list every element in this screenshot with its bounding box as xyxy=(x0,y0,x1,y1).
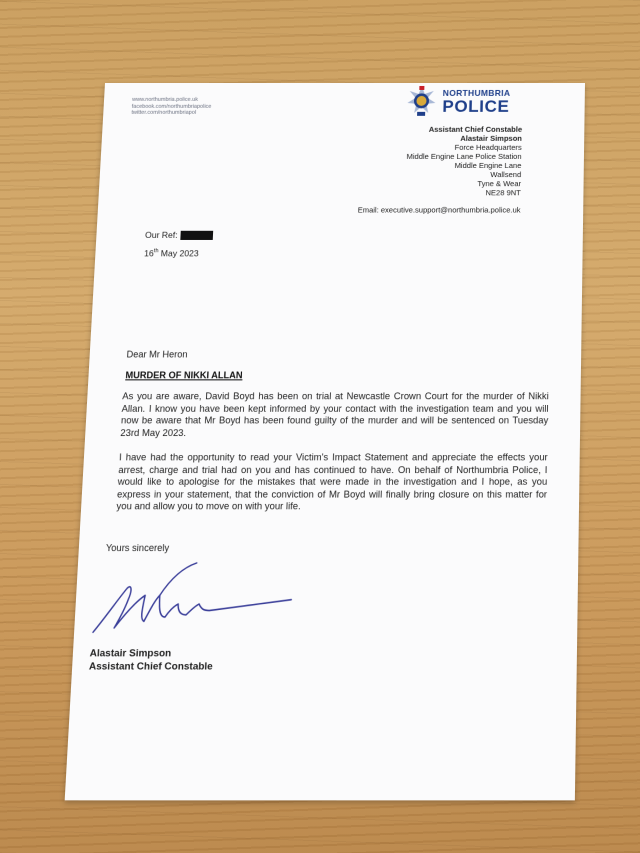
sender-email: Email: executive.support@northumbria.police.uk xyxy=(357,205,521,215)
sender-name: Alastair Simpson xyxy=(460,133,523,143)
address-line: Wallsend xyxy=(490,170,522,180)
address-line: Force Headquarters xyxy=(454,142,522,152)
address-line: NE28 9NT xyxy=(485,188,521,198)
facebook-link: facebook.com/northumbriapolice xyxy=(131,103,212,110)
date-day: 16 xyxy=(143,248,155,259)
sender-address-block xyxy=(405,125,522,197)
date-month-year: May 2023 xyxy=(158,248,199,259)
web-links xyxy=(131,97,212,116)
letter-date xyxy=(144,248,199,258)
reference-line xyxy=(145,230,214,240)
signatory xyxy=(89,648,214,674)
logo-text-bottom: POLICE xyxy=(442,96,510,116)
subject-heading: MURDER OF NIKKI ALLAN xyxy=(125,369,243,381)
website-link: www.northumbria.police.uk xyxy=(131,96,199,103)
logo-text-top: NORTHUMBRIA xyxy=(442,87,511,98)
twitter-link: twitter.com/northumbriapol xyxy=(131,109,197,116)
police-crest-icon xyxy=(406,85,437,119)
closing: Yours sincerely xyxy=(105,542,170,554)
reference-label: Our Ref: xyxy=(144,229,178,240)
redacted-reference xyxy=(180,231,213,240)
body-paragraph: I have had the opportunity to read your Victim's Impact Statement and appreciate the effects your arrest, charge and trial had on you and has continued to have. On behalf of Northumbria Police, I would like to apologise for the mistakes that were made in the investigation and I hope, as you express in your statement, that the conviction of Mr Boyd will finally bring closure on this matter for you and allow you to move on with your life. xyxy=(116,451,548,512)
signatory-title: Assistant Chief Constable xyxy=(88,660,214,673)
body-paragraph: As you are aware, David Boyd has been on trial at Newcastle Crown Court for the murder of Nikki Allan. I know you have been kept informed by your contact with the investigation team and you will now be aware that Mr Boyd has been found guilty of the murder and will be sentenced on Tuesday 23rd May 2023. xyxy=(120,390,549,438)
police-logo xyxy=(442,88,510,116)
letter-page xyxy=(65,83,585,800)
address-line: Tyne & Wear xyxy=(477,179,522,189)
sender-title: Assistant Chief Constable xyxy=(428,124,523,134)
address-line: Middle Engine Lane xyxy=(454,160,522,171)
signatory-name: Alastair Simpson xyxy=(89,647,172,660)
date-suffix: th xyxy=(153,248,159,255)
signature xyxy=(84,556,297,643)
salutation: Dear Mr Heron xyxy=(126,349,188,360)
address-line: Middle Engine Lane Police Station xyxy=(406,151,522,161)
